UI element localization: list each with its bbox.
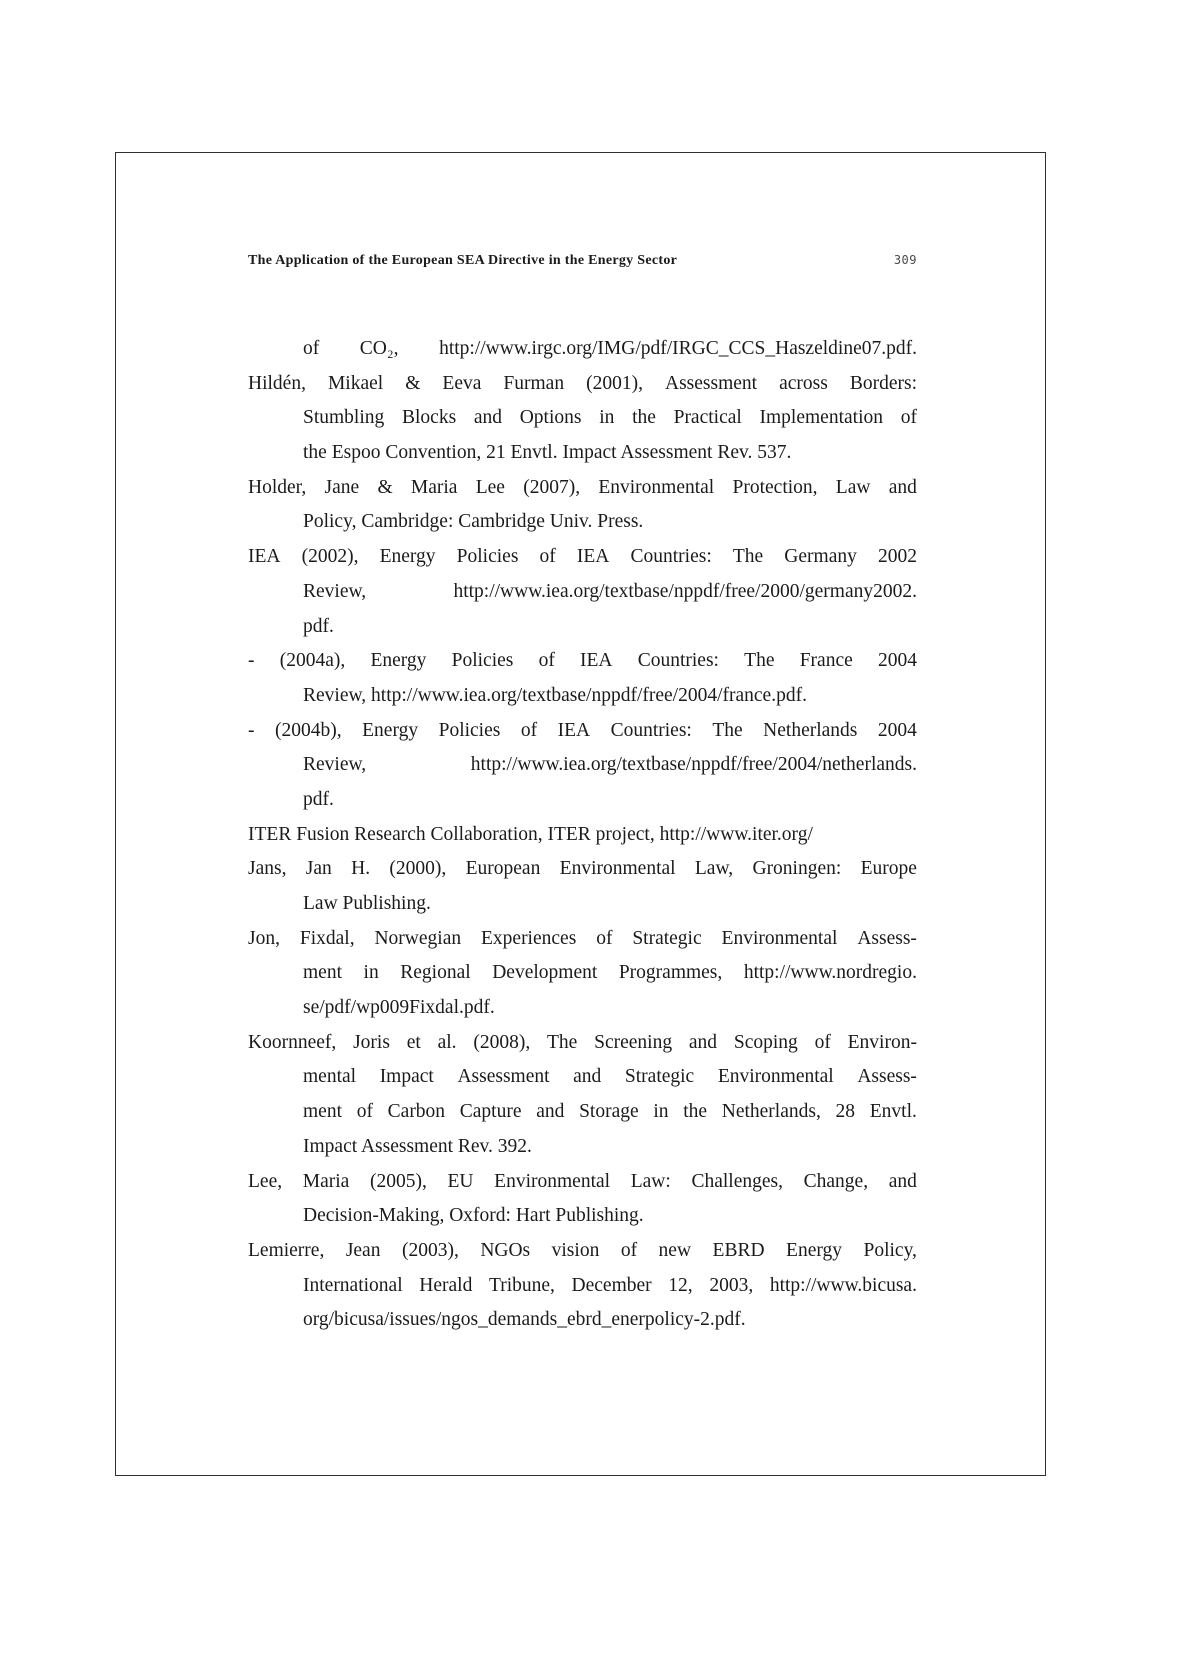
reference-line: IEA (2002), Energy Policies of IEA Countries: The Germany 2002 xyxy=(248,546,917,568)
reference-line: Impact Assessment Rev. 392. xyxy=(303,1135,532,1157)
reference-line: Review, http://www.iea.org/textbase/nppdf/free/2004/france.pdf. xyxy=(303,684,807,706)
running-header-title: The Application of the European SEA Directive in the Energy Sector xyxy=(248,253,678,268)
reference-line: Lee, Maria (2005), EU Environmental Law: Challenges, Change, and xyxy=(248,1170,917,1192)
page-frame xyxy=(115,152,1046,1476)
reference-line: of CO₂, http://www.irgc.org/IMG/pdf/IRGC_CCS_Haszeldine07.pdf. xyxy=(303,338,917,359)
reference-line: Koornneef, Joris et al. (2008), The Screening and Scoping of Environ- xyxy=(248,1031,917,1053)
reference-line: pdf. xyxy=(303,615,334,637)
references-list xyxy=(248,332,917,1338)
reference-line: ITER Fusion Research Collaboration, ITER project, http://www.iter.org/ xyxy=(248,823,813,845)
reference-line: - (2004b), Energy Policies of IEA Countries: The Netherlands 2004 xyxy=(248,719,917,741)
reference-line: Law Publishing. xyxy=(303,893,431,914)
reference-line: Stumbling Blocks and Options in the Practical Implementation of xyxy=(303,407,917,429)
reference-line: Decision-Making, Oxford: Hart Publishing. xyxy=(303,1205,644,1227)
running-header xyxy=(248,253,917,269)
reference-line: International Herald Tribune, December 12, 2003, http://www.bicusa. xyxy=(303,1274,917,1296)
reference-line: the Espoo Convention, 21 Envtl. Impact Assessment Rev. 537. xyxy=(303,442,792,464)
reference-line: ment of Carbon Capture and Storage in the Netherlands, 28 Envtl. xyxy=(303,1101,917,1123)
reference-line: org/bicusa/issues/ngos_demands_ebrd_enerpolicy-2.pdf. xyxy=(303,1309,746,1331)
page-number: 309 xyxy=(893,253,917,267)
reference-line: Jon, Fixdal, Norwegian Experiences of Strategic Environmental Assess- xyxy=(248,927,917,949)
reference-line: Lemierre, Jean (2003), NGOs vision of new EBRD Energy Policy, xyxy=(248,1239,917,1261)
reference-line: Policy, Cambridge: Cambridge Univ. Press. xyxy=(303,511,644,533)
reference-line: - (2004a), Energy Policies of IEA Countries: The France 2004 xyxy=(248,650,917,672)
reference-line: Review, http://www.iea.org/textbase/nppdf/free/2004/netherlands. xyxy=(303,754,917,776)
reference-line: Holder, Jane & Maria Lee (2007), Environmental Protection, Law and xyxy=(248,476,917,498)
reference-line: Hildén, Mikael & Eeva Furman (2001), Assessment across Borders: xyxy=(248,372,917,394)
reference-line: Review, http://www.iea.org/textbase/nppdf/free/2000/germany2002. xyxy=(303,580,917,602)
reference-line: se/pdf/wp009Fixdal.pdf. xyxy=(303,997,495,1019)
reference-line: Jans, Jan H. (2000), European Environmental Law, Groningen: Europe xyxy=(248,858,917,880)
reference-line: mental Impact Assessment and Strategic Environmental Assess- xyxy=(303,1066,917,1088)
reference-line: pdf. xyxy=(303,788,334,810)
reference-line: ment in Regional Development Programmes, http://www.nordregio. xyxy=(303,962,917,984)
